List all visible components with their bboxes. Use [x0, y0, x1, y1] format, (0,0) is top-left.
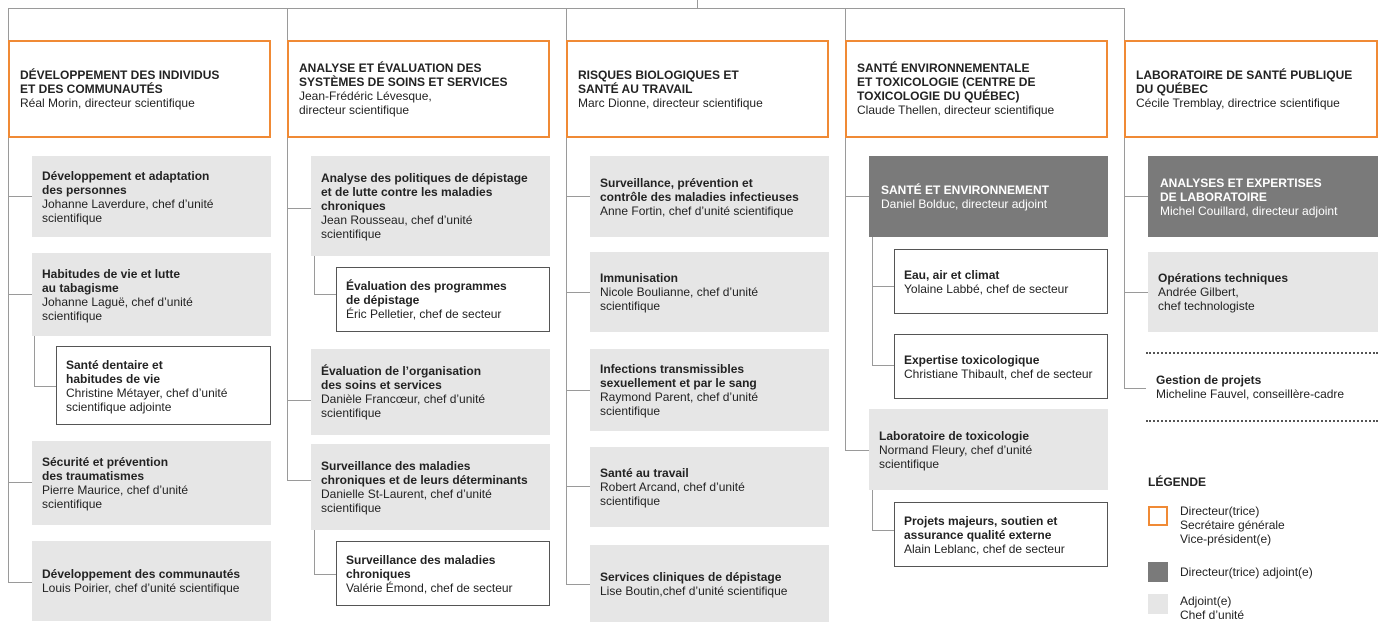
- unit-box: [590, 349, 829, 431]
- drop-1: [8, 8, 9, 40]
- unit-box: [590, 252, 829, 332]
- unit-box: [311, 444, 550, 530]
- director-box-4: [845, 40, 1108, 138]
- unit-head: Lise Boutin,chef d’unité scientifique: [600, 583, 788, 598]
- director-box-1: [8, 40, 271, 138]
- branch: [872, 530, 894, 531]
- director-title: RISQUES BIOLOGIQUES ET SANTÉ AU TRAVAIL: [578, 68, 739, 96]
- unit-title: Analyse des politiques de dépistage et de lutte contre les maladies chroniques: [321, 171, 528, 213]
- director-title: ANALYSE ET ÉVALUATION DES SYSTÈMES DE SOINS ET SERVICES: [299, 61, 508, 89]
- drop-2: [287, 8, 288, 40]
- sector-title: Évaluation des programmes de dépistage: [346, 278, 507, 307]
- sector-box: [336, 267, 550, 332]
- sector-box: [894, 249, 1108, 314]
- unit-title: Surveillance des maladies chroniques et de leurs déterminants: [321, 459, 528, 487]
- branch: [566, 196, 590, 197]
- adjoint-title: SANTÉ ET ENVIRONNEMENT: [881, 182, 1050, 197]
- spine-col5: [1124, 138, 1125, 388]
- drop-5: [1124, 8, 1125, 40]
- branch: [314, 294, 336, 295]
- sector-head: Éric Pelletier, chef de secteur: [346, 306, 502, 321]
- director-name: Marc Dionne, directeur scientifique: [578, 96, 763, 110]
- unit-box: [1148, 252, 1378, 332]
- branch: [8, 196, 32, 197]
- sector-head: Christine Métayer, chef d’unité scientifique adjointe: [66, 385, 228, 414]
- unit-title: Services cliniques de dépistage: [600, 569, 782, 584]
- branch: [8, 482, 32, 483]
- sector-title: Surveillance des maladies chroniques: [346, 552, 496, 581]
- project-title: Gestion de projets: [1156, 373, 1262, 387]
- spine-col1: [8, 138, 9, 582]
- branch: [314, 574, 336, 575]
- unit-box: [32, 253, 271, 336]
- unit-head: Andrée Gilbert, chef technologiste: [1158, 285, 1255, 313]
- unit-box: [311, 156, 550, 256]
- unit-title: Évaluation de l’organisation des soins et services: [321, 364, 482, 392]
- branch: [1124, 388, 1146, 389]
- unit-title: Santé au travail: [600, 466, 689, 480]
- unit-head: Pierre Maurice, chef d’unité scientifique: [42, 483, 189, 511]
- legend-title: LÉGENDE: [1148, 475, 1207, 489]
- adjoint-director-box: [1148, 156, 1378, 237]
- branch: [872, 365, 894, 366]
- sector-head: Alain Leblanc, chef de secteur: [904, 541, 1065, 556]
- legend-label-adjoint: Adjoint(e) Chef d’unité: [1180, 594, 1245, 622]
- branch: [845, 450, 869, 451]
- branch: [34, 386, 56, 387]
- sector-head: Yolaine Labbé, chef de secteur: [904, 281, 1069, 296]
- director-title: SANTÉ ENVIRONNEMENTALE ET TOXICOLOGIE (CENTRE DE TOXICOLOGIE DU QUÉBEC): [857, 61, 1036, 103]
- drop-4: [845, 8, 846, 40]
- sector-box: [894, 502, 1108, 567]
- director-box-2: [287, 40, 550, 138]
- unit-box: [32, 156, 271, 237]
- director-name: Cécile Tremblay, directrice scientifique: [1136, 96, 1340, 110]
- branch: [8, 294, 32, 295]
- drop-3: [566, 8, 567, 40]
- director-title: DÉVELOPPEMENT DES INDIVIDUS ET DES COMMUNAUTÉS: [20, 68, 220, 96]
- sector-box: [336, 541, 550, 606]
- sector-title: Eau, air et climat: [904, 267, 1000, 282]
- adjoint-head: Daniel Bolduc, directeur adjoint: [881, 196, 1048, 211]
- director-title: LABORATOIRE DE SANTÉ PUBLIQUE DU QUÉBEC: [1136, 68, 1353, 96]
- director-name: Jean-Frédéric Lévesque, directeur scientifique: [299, 89, 432, 117]
- spine-col4: [845, 138, 846, 450]
- director-name: Réal Morin, directeur scientifique: [20, 96, 195, 110]
- branch: [845, 196, 869, 197]
- sector-head: Valérie Émond, chef de secteur: [346, 580, 513, 595]
- unit-title: Développement et adaptation des personnes: [42, 168, 210, 197]
- legend-swatch-adjoint: [1148, 594, 1168, 614]
- unit-head: Jean Rousseau, chef d’unité scientifique: [321, 213, 473, 241]
- branch: [1124, 196, 1148, 197]
- legend-swatch-director: [1148, 506, 1168, 526]
- branch: [566, 390, 590, 391]
- unit-head: Robert Arcand, chef d’unité scientifique: [600, 480, 745, 508]
- legend-label-director: Directeur(trice) Secrétaire générale Vice-président(e): [1180, 504, 1285, 546]
- adjoint-director-box: [869, 156, 1108, 237]
- branch: [287, 208, 311, 209]
- subspine-c4b: [872, 490, 873, 530]
- unit-box: [32, 441, 271, 525]
- adjoint-title: ANALYSES ET EXPERTISES DE LABORATOIRE: [1160, 175, 1322, 204]
- unit-box: [590, 545, 829, 622]
- adjoint-head: Michel Couillard, directeur adjoint: [1160, 203, 1338, 218]
- spine-col3: [566, 138, 567, 584]
- unit-title: Surveillance, prévention et contrôle des maladies infectieuses: [600, 175, 799, 204]
- director-name: Claude Thellen, directeur scientifique: [857, 103, 1055, 117]
- director-box-5: [1124, 40, 1378, 138]
- unit-title: Laboratoire de toxicologie: [879, 428, 1030, 443]
- sector-title: Projets majeurs, soutien et assurance qualité externe: [904, 513, 1058, 542]
- unit-head: Danièle Francœur, chef d’unité scientifique: [321, 392, 486, 420]
- unit-title: Immunisation: [600, 271, 679, 285]
- unit-box: [32, 541, 271, 621]
- unit-box: [869, 409, 1108, 490]
- branch: [566, 584, 590, 585]
- unit-title: Habitudes de vie et lutte au tabagisme: [42, 266, 181, 295]
- unit-title: Sécurité et prévention des traumatismes: [42, 455, 169, 483]
- unit-head: Anne Fortin, chef d’unité scientifique: [600, 203, 794, 218]
- director-box-3: [566, 40, 829, 138]
- project-head: Micheline Fauvel, conseillère-cadre: [1156, 387, 1345, 401]
- unit-head: Danielle St-Laurent, chef d’unité scientifique: [321, 487, 492, 515]
- unit-head: Louis Poirier, chef d’unité scientifique: [42, 581, 240, 595]
- sector-title: Santé dentaire et habitudes de vie: [66, 357, 163, 386]
- unit-title: Opérations techniques: [1158, 271, 1289, 285]
- legend-label-adjoint-director: Directeur(trice) adjoint(e): [1180, 565, 1313, 579]
- branch: [287, 400, 311, 401]
- unit-title: Développement des communautés: [42, 567, 241, 581]
- unit-box: [311, 349, 550, 435]
- sector-box: [894, 334, 1108, 399]
- unit-head: Johanne Laverdure, chef d’unité scientifique: [42, 196, 214, 225]
- sector-box: [56, 346, 271, 425]
- sector-head: Christiane Thibault, chef de secteur: [904, 366, 1093, 381]
- legend-swatch-adjoint-director: [1148, 562, 1168, 582]
- sector-title: Expertise toxicologique: [904, 352, 1040, 367]
- branch: [1124, 292, 1148, 293]
- subspine-c1: [34, 336, 35, 386]
- branch: [566, 486, 590, 487]
- unit-head: Johanne Laguë, chef d’unité scientifique: [42, 294, 193, 323]
- unit-box: [590, 447, 829, 527]
- branch: [287, 480, 311, 481]
- unit-title: Infections transmissibles sexuellement et par le sang: [600, 362, 757, 390]
- branch: [872, 286, 894, 287]
- branch: [566, 292, 590, 293]
- unit-head: Raymond Parent, chef d’unité scientifique: [600, 390, 759, 418]
- unit-head: Nicole Boulianne, chef d’unité scientifique: [600, 285, 759, 313]
- top-stem: [697, 0, 698, 8]
- project-box: [1146, 352, 1378, 422]
- branch: [8, 582, 32, 583]
- unit-head: Normand Fleury, chef d’unité scientifique: [879, 442, 1033, 471]
- spine-col2: [287, 138, 288, 480]
- subspine-c4a: [872, 237, 873, 365]
- unit-box: [590, 156, 829, 237]
